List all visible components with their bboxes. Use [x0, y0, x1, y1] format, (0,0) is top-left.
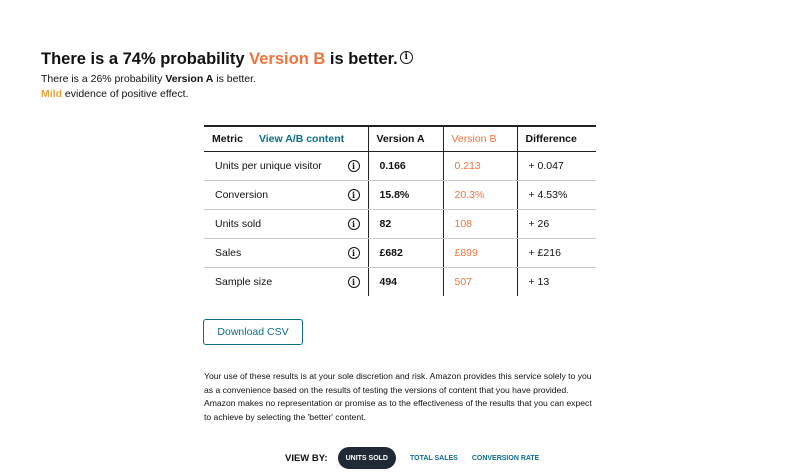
table-row: [204, 267, 596, 296]
version-b-value: 20.3%: [443, 180, 517, 209]
metric-label: Sales: [215, 246, 242, 259]
table-row: [204, 238, 596, 267]
version-a-value: 82: [368, 209, 443, 238]
info-icon[interactable]: i: [348, 160, 360, 172]
headline-prefix: There is a 74% probability: [41, 50, 250, 68]
header-difference: Difference: [517, 126, 596, 151]
table-row: [204, 151, 596, 180]
metric-label: Units sold: [215, 217, 262, 230]
evidence-strength: Mild: [41, 88, 62, 100]
version-a-value: 15.8%: [368, 180, 443, 209]
evidence-text: [41, 88, 188, 100]
difference-value: + 4.53%: [517, 180, 596, 209]
header-metric: [204, 126, 368, 151]
version-b-value: 0.213: [443, 151, 517, 180]
download-csv-button[interactable]: Download CSV: [203, 319, 303, 345]
header-version-a: Version A: [368, 126, 443, 151]
version-a-value: 494: [368, 267, 443, 296]
headline-version: Version B: [249, 50, 326, 68]
metric-label: Conversion: [215, 188, 269, 201]
info-icon[interactable]: i: [348, 218, 360, 230]
disclaimer-text: Your use of these results is at your sole discretion and risk. Amazon provides this service solely to you as a convenience based on the results of testing the versions of content that you have provided. Amazon makes no representation or promise as to the effectiveness of the results that you can expect to achieve by selecting the 'better' content.: [204, 371, 592, 422]
view-by-conversion-rate[interactable]: CONVERSION RATE: [471, 454, 540, 462]
version-a-value: 0.166: [368, 151, 443, 180]
view-by-label: VIEW BY:: [285, 452, 328, 464]
difference-value: + 26: [517, 209, 596, 238]
evidence-suffix: evidence of positive effect.: [62, 88, 189, 100]
table-row: [204, 180, 596, 209]
headline-suffix: is better.: [325, 50, 398, 68]
table-header-row: [204, 126, 596, 151]
info-icon[interactable]: i: [348, 189, 360, 201]
table-row: [204, 209, 596, 238]
view-by-units-sold[interactable]: UNITS SOLD: [338, 447, 396, 469]
view-by-selector: [285, 447, 539, 469]
metric-label: Sample size: [215, 275, 273, 288]
difference-value: + 0.047: [517, 151, 596, 180]
version-b-value: 108: [443, 209, 517, 238]
result-headline: [41, 50, 413, 69]
view-ab-content-link[interactable]: View A/B content: [258, 132, 345, 145]
view-by-total-sales[interactable]: TOTAL SALES: [409, 454, 458, 462]
info-icon[interactable]: i: [348, 276, 360, 288]
version-b-value: £899: [443, 238, 517, 267]
probability-a-text: [41, 73, 256, 85]
probability-a-prefix: There is a 26% probability: [41, 73, 166, 85]
probability-a-suffix: is better.: [213, 73, 256, 85]
info-icon[interactable]: i: [400, 51, 413, 64]
header-metric-label: Metric: [212, 132, 243, 145]
difference-value: + £216: [517, 238, 596, 267]
info-icon[interactable]: i: [348, 247, 360, 259]
probability-a-version: Version A: [165, 73, 214, 85]
header-version-b: Version B: [443, 126, 517, 151]
difference-value: + 13: [528, 275, 550, 288]
metric-label: Units per unique visitor: [215, 159, 322, 172]
results-table: [204, 125, 596, 296]
version-a-value: £682: [368, 238, 443, 267]
version-b-value: 507: [443, 267, 517, 296]
